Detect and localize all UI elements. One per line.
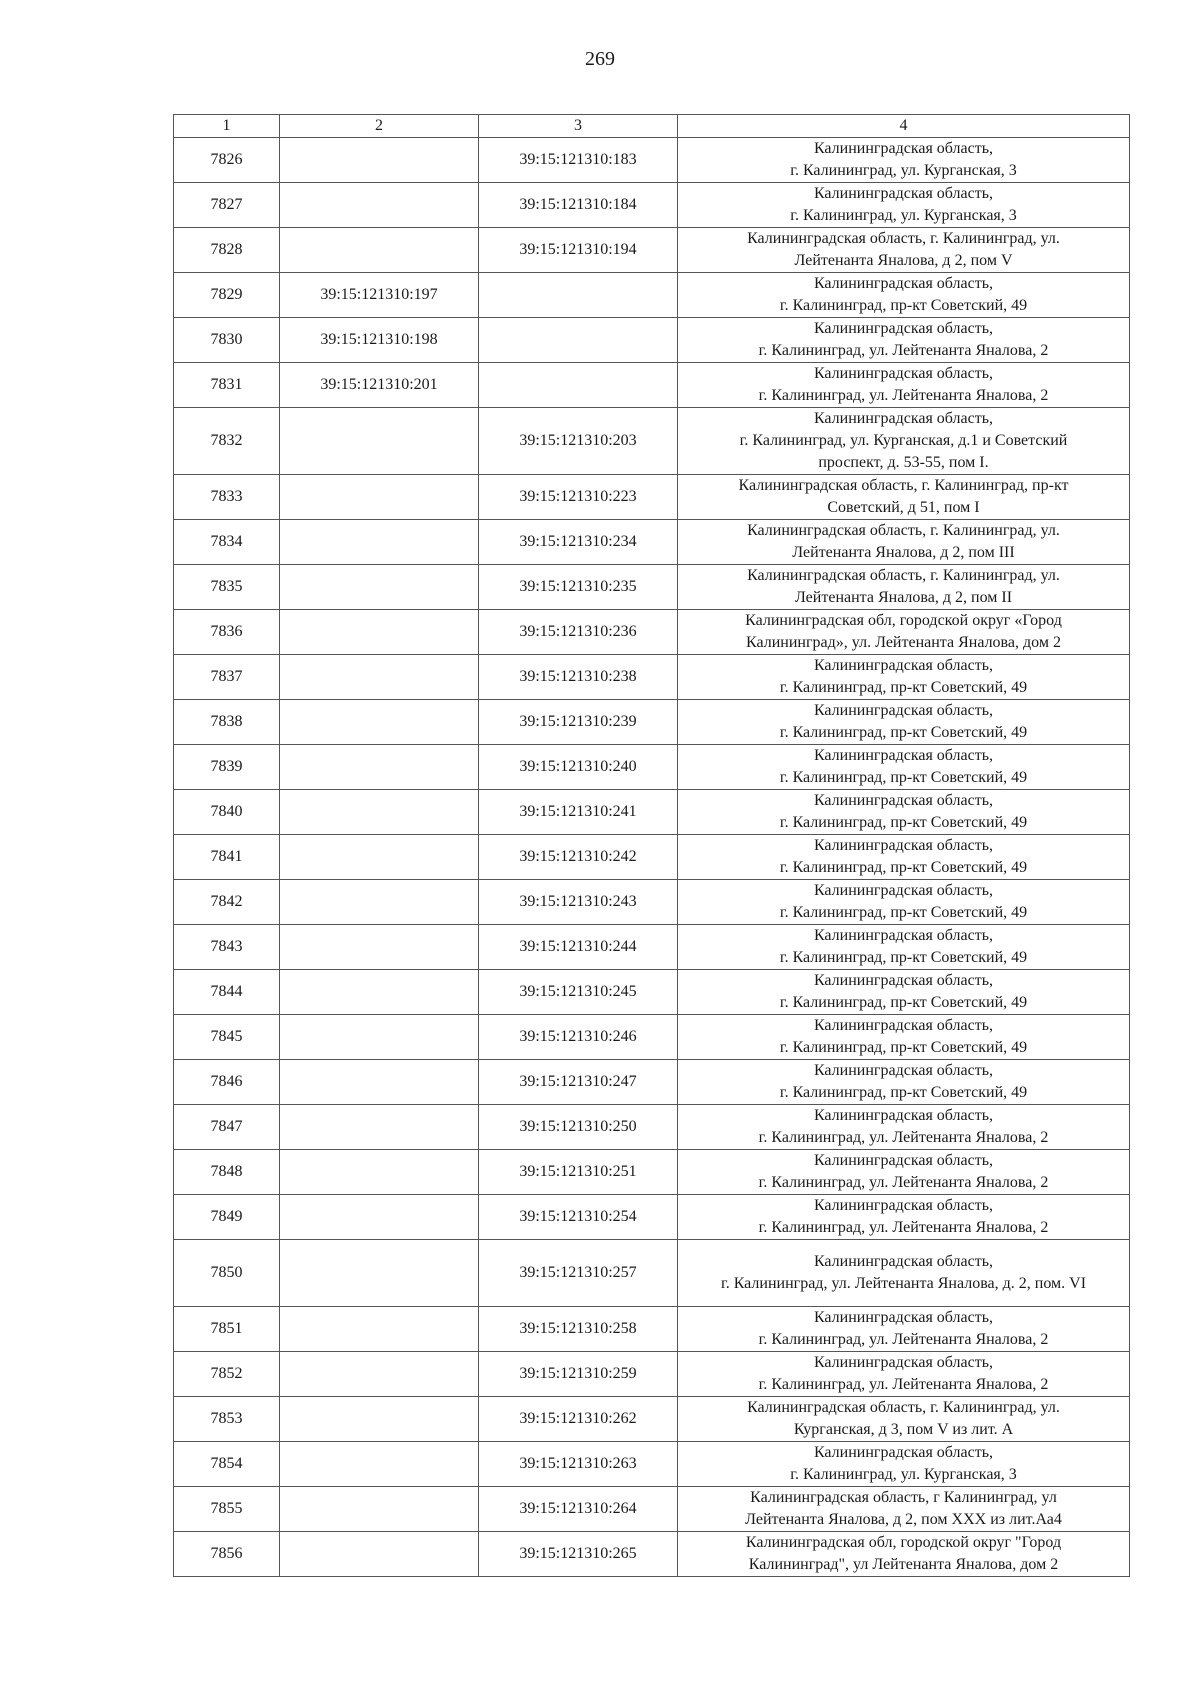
table-row — [174, 475, 1130, 520]
header-col-1: 1 — [174, 115, 280, 138]
address-cell: Калининградская область, г. Калининград, ул. Лейтенанта Яналова, д 2, пом III — [678, 520, 1130, 565]
row-number-cell: 7839 — [174, 745, 280, 790]
address-cell: Калининградская область, г. Калининград, пр-кт Советский, 49 — [678, 700, 1130, 745]
row-number-cell: 7832 — [174, 408, 280, 475]
cadastral-number-cell-col2 — [280, 1240, 479, 1307]
cadastral-number-cell-col3: 39:15:121310:203 — [479, 408, 678, 475]
table-row — [174, 565, 1130, 610]
table-row — [174, 520, 1130, 565]
cadastral-number-cell-col3: 39:15:121310:262 — [479, 1397, 678, 1442]
address-cell: Калининградская обл, городской округ «Город Калининград», ул. Лейтенанта Яналова, дом 2 — [678, 610, 1130, 655]
row-number-cell: 7849 — [174, 1195, 280, 1240]
address-cell: Калининградская область, г. Калининград, ул. Лейтенанта Яналова, д 2, пом II — [678, 565, 1130, 610]
address-cell: Калининградская область, г. Калининград, пр-кт Советский, 49 — [678, 970, 1130, 1015]
cadastral-number-cell-col3: 39:15:121310:264 — [479, 1487, 678, 1532]
cadastral-number-cell-col3: 39:15:121310:263 — [479, 1442, 678, 1487]
address-cell: Калининградская область, г. Калининград, пр-кт Советский, 49 — [678, 835, 1130, 880]
row-number-cell: 7830 — [174, 318, 280, 363]
row-number-cell: 7845 — [174, 1015, 280, 1060]
address-cell: Калининградская область, г. Калининград, ул. Лейтенанта Яналова, 2 — [678, 318, 1130, 363]
address-cell: Калининградская область, г. Калининград, ул. Лейтенанта Яналова, 2 — [678, 1150, 1130, 1195]
cadastral-number-cell-col3: 39:15:121310:245 — [479, 970, 678, 1015]
row-number-cell: 7842 — [174, 880, 280, 925]
cadastral-number-cell-col3: 39:15:121310:184 — [479, 183, 678, 228]
cadastral-number-cell-col2 — [280, 1442, 479, 1487]
address-cell: Калининградская область, г. Калининград, пр-кт Советский, 49 — [678, 925, 1130, 970]
table-row — [174, 1195, 1130, 1240]
row-number-cell: 7854 — [174, 1442, 280, 1487]
address-cell: Калининградская обл, городской округ "Город Калининград", ул Лейтенанта Яналова, дом 2 — [678, 1532, 1130, 1577]
row-number-cell: 7852 — [174, 1352, 280, 1397]
row-number-cell: 7851 — [174, 1307, 280, 1352]
cadastral-number-cell-col2 — [280, 475, 479, 520]
cadastral-number-cell-col2 — [280, 880, 479, 925]
cadastral-number-cell-col3: 39:15:121310:246 — [479, 1015, 678, 1060]
registry-table — [173, 114, 1130, 1577]
cadastral-number-cell-col2 — [280, 655, 479, 700]
row-number-cell: 7840 — [174, 790, 280, 835]
table-row — [174, 228, 1130, 273]
table-row — [174, 655, 1130, 700]
table-row — [174, 835, 1130, 880]
cadastral-number-cell-col3: 39:15:121310:194 — [479, 228, 678, 273]
table-row — [174, 970, 1130, 1015]
cadastral-number-cell-col2 — [280, 1487, 479, 1532]
table-row — [174, 1352, 1130, 1397]
row-number-cell: 7831 — [174, 363, 280, 408]
row-number-cell: 7847 — [174, 1105, 280, 1150]
table-row — [174, 1397, 1130, 1442]
row-number-cell: 7850 — [174, 1240, 280, 1307]
cadastral-number-cell-col3: 39:15:121310:243 — [479, 880, 678, 925]
address-cell: Калининградская область, г. Калининград, ул. Лейтенанта Яналова, 2 — [678, 1307, 1130, 1352]
cadastral-number-cell-col3: 39:15:121310:259 — [479, 1352, 678, 1397]
cadastral-number-cell-col2 — [280, 228, 479, 273]
row-number-cell: 7843 — [174, 925, 280, 970]
row-number-cell: 7848 — [174, 1150, 280, 1195]
address-cell: Калининградская область, г. Калининград, ул. Лейтенанта Яналова, 2 — [678, 1195, 1130, 1240]
cadastral-number-cell-col3: 39:15:121310:240 — [479, 745, 678, 790]
cadastral-number-cell-col2 — [280, 790, 479, 835]
row-number-cell: 7835 — [174, 565, 280, 610]
cadastral-number-cell-col3 — [479, 363, 678, 408]
row-number-cell: 7841 — [174, 835, 280, 880]
cadastral-number-cell-col2 — [280, 1060, 479, 1105]
cadastral-number-cell-col3: 39:15:121310:183 — [479, 138, 678, 183]
cadastral-number-cell-col3 — [479, 318, 678, 363]
table-row — [174, 700, 1130, 745]
header-row — [174, 115, 1130, 138]
row-number-cell: 7853 — [174, 1397, 280, 1442]
table-row — [174, 610, 1130, 655]
address-cell: Калининградская область, г. Калининград, пр-кт Советский, 49 — [678, 273, 1130, 318]
table-row — [174, 1307, 1130, 1352]
cadastral-number-cell-col2 — [280, 520, 479, 565]
table-row — [174, 1060, 1130, 1105]
table-row — [174, 1442, 1130, 1487]
table-row — [174, 1105, 1130, 1150]
cadastral-number-cell-col3: 39:15:121310:236 — [479, 610, 678, 655]
cadastral-number-cell-col3: 39:15:121310:247 — [479, 1060, 678, 1105]
cadastral-number-cell-col3: 39:15:121310:235 — [479, 565, 678, 610]
address-cell: Калининградская область, г. Калининград, пр-кт Советский, 49 — [678, 790, 1130, 835]
address-cell: Калининградская область, г Калининград, ул Лейтенанта Яналова, д 2, пом XXX из лит.Аа4 — [678, 1487, 1130, 1532]
address-cell: Калининградская область, г. Калининград, пр-кт Советский, 49 — [678, 745, 1130, 790]
address-cell: Калининградская область, г. Калининград, пр-кт Советский, д 51, пом I — [678, 475, 1130, 520]
table-row — [174, 273, 1130, 318]
cadastral-number-cell-col3: 39:15:121310:244 — [479, 925, 678, 970]
cadastral-number-cell-col3: 39:15:121310:250 — [479, 1105, 678, 1150]
table-row — [174, 138, 1130, 183]
table-row — [174, 790, 1130, 835]
cadastral-number-cell-col3: 39:15:121310:223 — [479, 475, 678, 520]
cadastral-number-cell-col2 — [280, 970, 479, 1015]
header-col-3: 3 — [479, 115, 678, 138]
row-number-cell: 7856 — [174, 1532, 280, 1577]
address-cell: Калининградская область, г. Калининград, ул. Лейтенанта Яналова, д 2, пом V — [678, 228, 1130, 273]
row-number-cell: 7829 — [174, 273, 280, 318]
address-cell: Калининградская область, г. Калининград, ул. Лейтенанта Яналова, д. 2, пом. VI — [678, 1240, 1130, 1307]
cadastral-number-cell-col2: 39:15:121310:198 — [280, 318, 479, 363]
page-number: 269 — [585, 48, 615, 70]
cadastral-number-cell-col3: 39:15:121310:239 — [479, 700, 678, 745]
table-row — [174, 1532, 1130, 1577]
cadastral-number-cell-col3 — [479, 273, 678, 318]
row-number-cell: 7838 — [174, 700, 280, 745]
table-row — [174, 745, 1130, 790]
cadastral-number-cell-col2 — [280, 1352, 479, 1397]
cadastral-number-cell-col2 — [280, 835, 479, 880]
row-number-cell: 7844 — [174, 970, 280, 1015]
row-number-cell: 7834 — [174, 520, 280, 565]
address-cell: Калининградская область, г. Калининград, ул. Лейтенанта Яналова, 2 — [678, 1105, 1130, 1150]
table-row — [174, 925, 1130, 970]
table-row — [174, 183, 1130, 228]
address-cell: Калининградская область, г. Калининград, пр-кт Советский, 49 — [678, 1015, 1130, 1060]
row-number-cell: 7837 — [174, 655, 280, 700]
cadastral-number-cell-col2 — [280, 138, 479, 183]
cadastral-number-cell-col2 — [280, 1397, 479, 1442]
cadastral-number-cell-col3: 39:15:121310:254 — [479, 1195, 678, 1240]
cadastral-number-cell-col3: 39:15:121310:258 — [479, 1307, 678, 1352]
cadastral-number-cell-col2 — [280, 745, 479, 790]
cadastral-number-cell-col3: 39:15:121310:238 — [479, 655, 678, 700]
row-number-cell: 7827 — [174, 183, 280, 228]
row-number-cell: 7833 — [174, 475, 280, 520]
table-row — [174, 1015, 1130, 1060]
address-cell: Калининградская область, г. Калининград, ул. Лейтенанта Яналова, 2 — [678, 1352, 1130, 1397]
cadastral-number-cell-col2 — [280, 1105, 479, 1150]
cadastral-number-cell-col3: 39:15:121310:242 — [479, 835, 678, 880]
cadastral-number-cell-col2 — [280, 408, 479, 475]
table-row — [174, 1240, 1130, 1307]
address-cell: Калининградская область, г. Калининград, ул. Курганская, 3 — [678, 183, 1130, 228]
cadastral-number-cell-col2 — [280, 565, 479, 610]
header-col-2: 2 — [280, 115, 479, 138]
table-row — [174, 880, 1130, 925]
cadastral-number-cell-col3: 39:15:121310:241 — [479, 790, 678, 835]
table-row — [174, 408, 1130, 475]
cadastral-number-cell-col3: 39:15:121310:257 — [479, 1240, 678, 1307]
cadastral-number-cell-col2 — [280, 700, 479, 745]
address-cell: Калининградская область, г. Калининград, пр-кт Советский, 49 — [678, 655, 1130, 700]
table-row — [174, 318, 1130, 363]
cadastral-number-cell-col2 — [280, 1195, 479, 1240]
cadastral-number-cell-col2 — [280, 610, 479, 655]
row-number-cell: 7846 — [174, 1060, 280, 1105]
address-cell: Калининградская область, г. Калининград, пр-кт Советский, 49 — [678, 880, 1130, 925]
table-row — [174, 1150, 1130, 1195]
table-row — [174, 1487, 1130, 1532]
cadastral-number-cell-col3: 39:15:121310:265 — [479, 1532, 678, 1577]
address-cell: Калининградская область, г. Калининград, ул. Курганская, д 3, пом V из лит. А — [678, 1397, 1130, 1442]
cadastral-number-cell-col2 — [280, 1015, 479, 1060]
row-number-cell: 7855 — [174, 1487, 280, 1532]
header-col-4: 4 — [678, 115, 1130, 138]
cadastral-number-cell-col2: 39:15:121310:201 — [280, 363, 479, 408]
cadastral-number-cell-col2 — [280, 1307, 479, 1352]
table-row — [174, 363, 1130, 408]
cadastral-number-cell-col2 — [280, 1532, 479, 1577]
address-cell: Калининградская область, г. Калининград, ул. Курганская, д.1 и Советский проспект, д. 53-55, пом I. — [678, 408, 1130, 475]
address-cell: Калининградская область, г. Калининград, ул. Лейтенанта Яналова, 2 — [678, 363, 1130, 408]
table-header — [174, 115, 1130, 138]
row-number-cell: 7828 — [174, 228, 280, 273]
address-cell: Калининградская область, г. Калининград, ул. Курганская, 3 — [678, 1442, 1130, 1487]
row-number-cell: 7836 — [174, 610, 280, 655]
row-number-cell: 7826 — [174, 138, 280, 183]
cadastral-number-cell-col2 — [280, 183, 479, 228]
cadastral-number-cell-col2 — [280, 1150, 479, 1195]
cadastral-number-cell-col2: 39:15:121310:197 — [280, 273, 479, 318]
cadastral-number-cell-col3: 39:15:121310:251 — [479, 1150, 678, 1195]
address-cell: Калининградская область, г. Калининград, пр-кт Советский, 49 — [678, 1060, 1130, 1105]
cadastral-number-cell-col3: 39:15:121310:234 — [479, 520, 678, 565]
address-cell: Калининградская область, г. Калининград, ул. Курганская, 3 — [678, 138, 1130, 183]
cadastral-number-cell-col2 — [280, 925, 479, 970]
table-body — [174, 138, 1130, 1577]
